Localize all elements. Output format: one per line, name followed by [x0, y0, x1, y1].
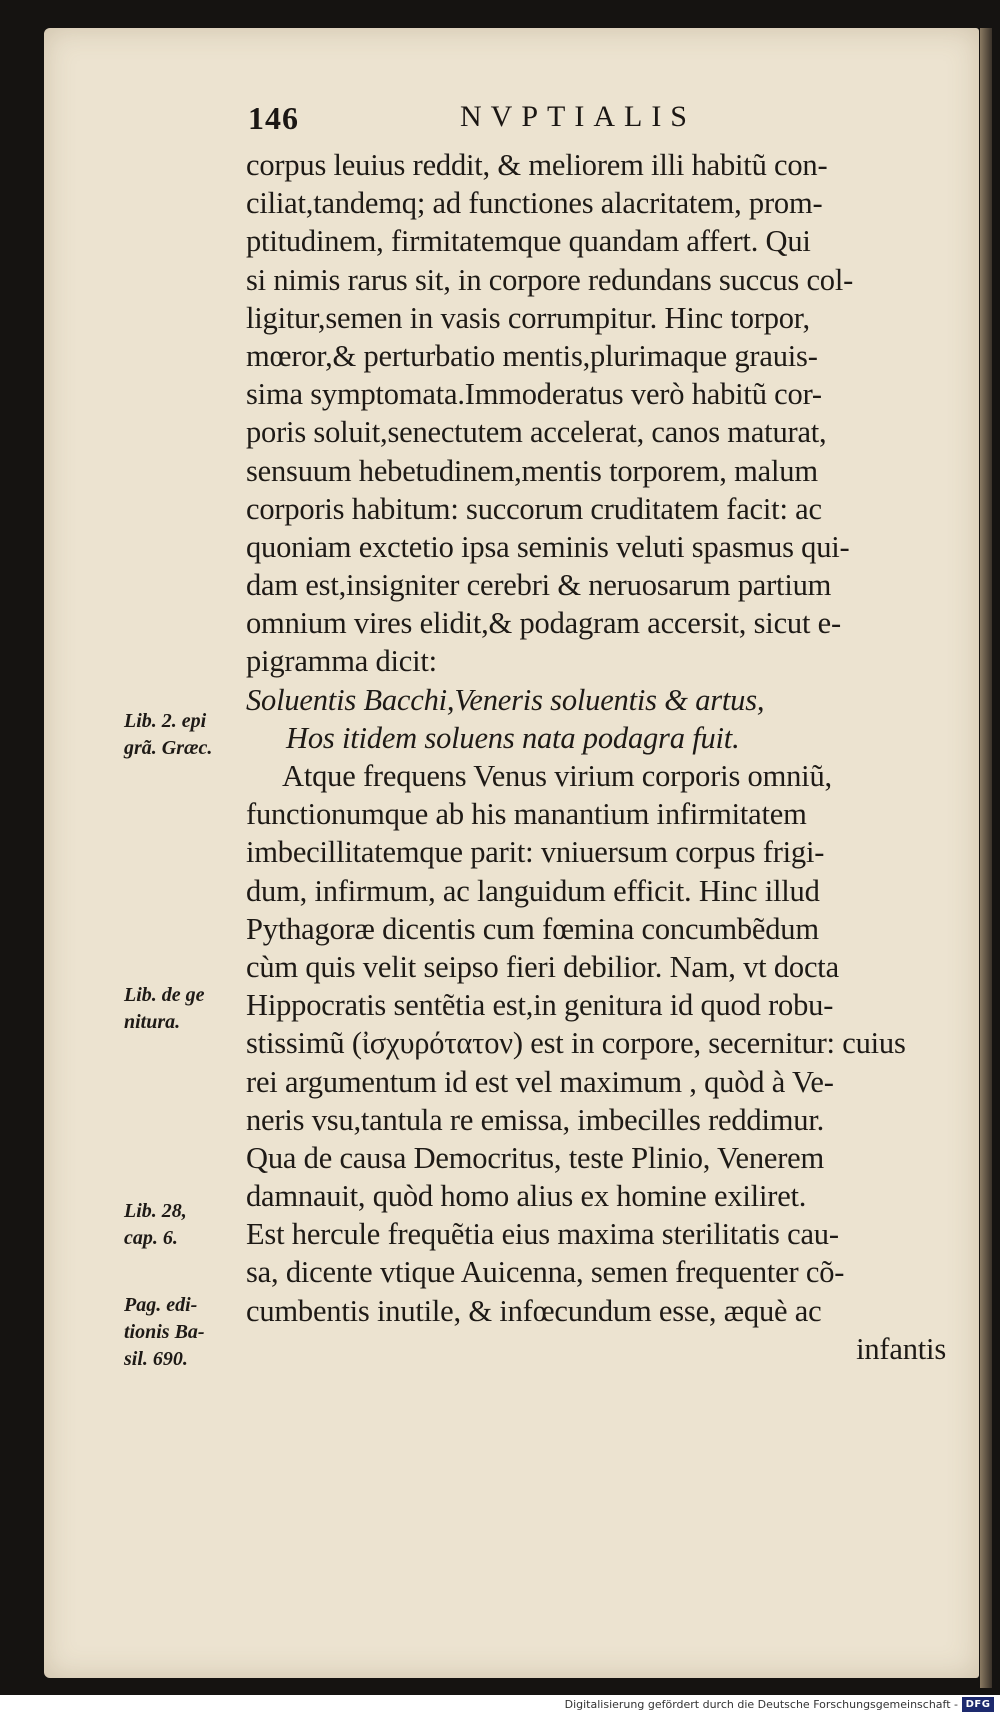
text-line: neris vsu,tantula re emissa, imbecilles reddimur. — [246, 1102, 825, 1137]
text-line: ptitudinem, firmitatemque quandam affert. Qui — [246, 224, 811, 259]
text-line: Pythagoræ dicentis cum fœmina concumbẽdum — [246, 911, 819, 946]
margin-note-line: nitura. — [124, 1011, 181, 1033]
text-line: corpus leuius reddit, & meliorem illi habitũ con- — [246, 148, 828, 182]
margin-note-line: Lib. 2. epi — [124, 710, 207, 732]
text-line: cumbentis inutile, & infœcundum esse, æquè ac — [246, 1293, 822, 1328]
text-line: omnium vires elidit,& podagram accersit, sicut e- — [246, 606, 841, 641]
text-line: cùm quis velit seipso fieri debilior. Nam, vt docta — [246, 949, 839, 984]
text-line: stissimũ (ἰσχυρότατον) est in corpore, secernitur: cuius — [246, 1026, 906, 1061]
text-line: corporis habitum: succorum cruditatem facit: ac — [246, 491, 822, 526]
text-line: Est hercule frequẽtia eius maxima sterilitatis cau- — [246, 1217, 839, 1252]
page-header — [248, 100, 728, 144]
margin-note — [124, 1292, 242, 1373]
text-line: ligitur,semen in vasis corrumpitur. Hinc torpor, — [246, 300, 810, 335]
page-edge — [980, 28, 992, 1688]
verse-line: Hos itidem soluens nata podagra fuit. — [286, 720, 740, 755]
text-line: pigramma dicit: — [246, 644, 437, 679]
dfg-logo: DFG — [962, 1697, 994, 1712]
margin-note-line: cap. 6. — [124, 1227, 178, 1249]
text-line: Atque frequens Venus virium corporis omniũ, — [282, 759, 832, 793]
text-line: dum, infirmum, ac languidum efficit. Hinc illud — [246, 873, 820, 908]
margin-note-line: Lib. de ge — [124, 984, 205, 1006]
text-line: Qua de causa Democritus, teste Plinio, Venerem — [246, 1140, 825, 1175]
text-line: sima symptomata.Immoderatus verò habitũ cor- — [246, 377, 822, 412]
text-line: sensuum hebetudinem,mentis torporem, malum — [246, 453, 818, 488]
margin-note-line: sil. 690. — [124, 1348, 188, 1370]
body-text — [246, 146, 946, 1368]
text-line: dam est,insigniter cerebri & neruosarum partium — [246, 568, 832, 603]
margin-note — [124, 708, 242, 762]
text-line: poris soluit,senectutem accelerat, canos maturat, — [246, 415, 827, 450]
margin-note — [124, 982, 242, 1036]
text-line: mœror,& perturbatio mentis,plurimaque grauis- — [246, 338, 818, 373]
margin-note-line: tionis Ba- — [124, 1321, 205, 1343]
catchword: infantis — [856, 1331, 946, 1366]
funding-credit: Digitalisierung gefördert durch die Deutsche Forschungsgemeinschaft - — [564, 1698, 958, 1711]
margin-note-line: grã. Græc. — [124, 737, 213, 759]
footer-bar — [0, 1695, 1000, 1717]
text-line: ciliat,tandemq; ad functiones alacritatem, prom- — [246, 186, 823, 221]
text-line: imbecillitatemque parit: vniuersum corpus frigi- — [246, 835, 825, 870]
text-line: sa, dicente vtique Auicenna, semen frequenter cõ- — [246, 1255, 845, 1290]
text-line: functionumque ab his manantium infirmitatem — [246, 797, 807, 832]
text-line: Hippocratis sentẽtia est,in genitura id quod robu- — [246, 988, 834, 1023]
page-number: 146 — [248, 100, 299, 136]
text-line: si nimis rarus sit, in corpore redundans succus col- — [246, 262, 854, 297]
margin-note-line: Lib. 28, — [124, 1200, 187, 1222]
verse-line: Soluentis Bacchi,Veneris soluentis & artus, — [246, 682, 765, 717]
margin-note — [124, 1198, 242, 1252]
text-line: quoniam exctetio ipsa seminis veluti spasmus qui- — [246, 529, 850, 564]
running-head: NVPTIALIS — [460, 100, 696, 133]
text-line: rei argumentum id est vel maximum , quòd à Ve- — [246, 1064, 834, 1099]
text-line: damnauit, quòd homo alius ex homine exiliret. — [246, 1179, 807, 1214]
margin-note-line: Pag. edi- — [124, 1294, 198, 1316]
